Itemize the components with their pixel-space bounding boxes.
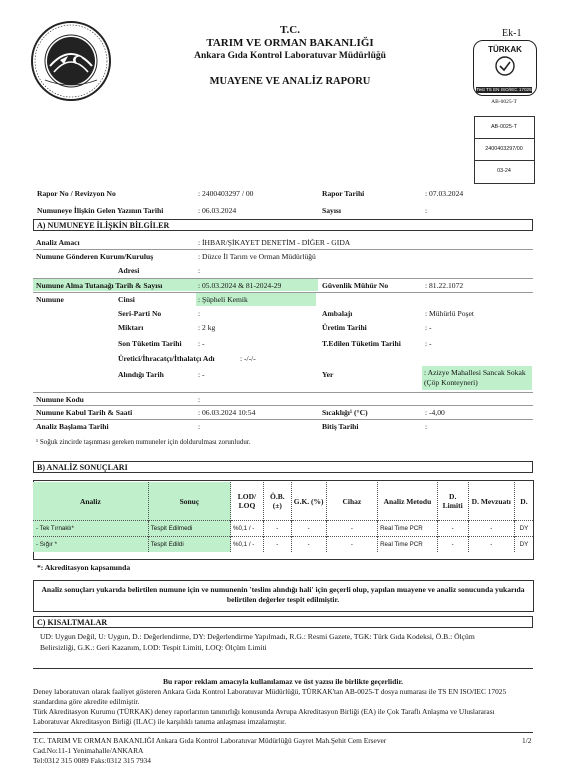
uretim: : - bbox=[425, 323, 432, 332]
cell-lod: %0,1 / - bbox=[231, 537, 264, 553]
muhur: : 81.22.1072 bbox=[425, 281, 464, 290]
uretici-label: Üretici/İhracatçı/İthalatçı Adı bbox=[118, 354, 215, 363]
header-ministry: TARIM VE ORMAN BAKANLIĞI bbox=[206, 37, 374, 49]
numune-label: Numune bbox=[36, 295, 64, 304]
footer-address-1: T.C. TARIM VE ORMAN BAKANLIĞI Ankara Gıda Kontrol Laboratuvar Müdürlüğü Gayret Mah.Şehit Cem Ersever bbox=[33, 736, 387, 745]
tutanak: : 05.03.2024 & 81-2024-29 bbox=[198, 281, 282, 290]
alindigi-label: Alındığı Tarih bbox=[118, 370, 164, 379]
cell-mevzuat: - bbox=[468, 537, 514, 553]
accred-number: AB-0025-T bbox=[491, 99, 517, 105]
rapor-no-label: Rapor No / Revizyon No bbox=[37, 189, 116, 198]
adresi: : bbox=[198, 266, 201, 275]
cell-ob: - bbox=[263, 537, 291, 553]
table-row bbox=[33, 521, 533, 537]
gonderen-label: Numune Gönderen Kurum/Kuruluş bbox=[36, 252, 154, 261]
cell-limit: - bbox=[437, 537, 468, 553]
col-cihaz: Cihaz bbox=[326, 482, 377, 521]
col-metod: Analiz Metodu bbox=[378, 482, 438, 521]
cell-d: DY bbox=[514, 537, 533, 553]
adresi-label: Adresi bbox=[118, 266, 140, 275]
baslama: : bbox=[198, 422, 201, 431]
cell-gk: - bbox=[291, 521, 326, 537]
cell-lod: %0,1 / - bbox=[231, 521, 264, 537]
footer-address-2: Cad.No:11-1 Yenimahalle/ANKARA bbox=[33, 746, 144, 755]
footer-turkak: Türk Akreditasyon Kurumu (TÜRKAK) deney raporlarının tanınırlığı konusunda Avrupa Akreditasyon Birliği (EA) ile Çok Taraflı Anlaşma ve Uluslararası Laboratuvar Akreditasyon Birliği (ILAC) ile karşılıklı tanıma anlaşması imzalamıştır. bbox=[33, 707, 495, 726]
col-analiz: Analiz bbox=[33, 482, 148, 521]
kodu-label: Numune Kodu bbox=[36, 395, 84, 404]
uretim-label: Üretim Tarihi bbox=[322, 323, 367, 332]
cinsi: : Şüpheli Kemik bbox=[198, 295, 248, 304]
footer-notice: Bu rapor reklam amacıyla kullanılamaz ve üst yazısı ile birlikte geçerlidir. bbox=[162, 677, 404, 686]
ted: : - bbox=[425, 339, 432, 348]
cell-mevzuat: - bbox=[468, 521, 514, 537]
ministry-seal bbox=[30, 20, 112, 102]
ambalaji-label: Ambalajı bbox=[322, 309, 353, 318]
col-d: D. bbox=[514, 482, 533, 521]
conclusion-text: Analiz sonuçları yukarıda belirtilen numune için ve numunenin 'teslim alındığı hali' için geçerli olup, yapılan muayene ve analiz sonucunda yukarıda belirtilen değerler tespit edilmiştir. bbox=[41, 585, 525, 604]
col-ob: Ö.B. (±) bbox=[263, 482, 291, 521]
sayisi-label: Sayısı bbox=[322, 206, 341, 215]
cell-analiz: - Sığır * bbox=[33, 537, 148, 553]
cinsi-label: Cinsi bbox=[118, 295, 135, 304]
baslama-label: Analiz Başlama Tarihi bbox=[36, 422, 109, 431]
col-limit: D. Limiti bbox=[437, 482, 468, 521]
cell-metod: Real Time PCR bbox=[378, 537, 438, 553]
cell-analiz: - Tek Tırnaklı* bbox=[33, 521, 148, 537]
abbreviations-text: UD: Uygun Değil, U: Uygun, D.: Değerlendirme, DY: Değerlendirme Yapılmadı, R.G.: Resmi Gazete, TGK: Türk Gıda Kodeksi, Ö.B.: Ölçüm Belirsizliği, G.K.: Geri Kazanım, LOD: Tespit Limiti, LOQ: Ölçüm Limiti bbox=[40, 632, 475, 652]
section-a-title: A) NUMUNEYE İLİŞKİN BİLGİLER bbox=[33, 219, 533, 231]
ambalaji: : Mühürlü Poşet bbox=[425, 309, 474, 318]
miktari: : 2 kg bbox=[198, 323, 216, 332]
cell-cihaz: - bbox=[326, 521, 377, 537]
report-title: MUAYENE VE ANALİZ RAPORU bbox=[209, 76, 371, 87]
turkak-logo: TÜRKAK bbox=[473, 40, 537, 96]
cell-metod: Real Time PCR bbox=[378, 521, 438, 537]
stamp-line-1: AB-0025-T bbox=[490, 124, 518, 130]
col-lod: LOD/ LOQ bbox=[231, 482, 264, 521]
stamp-line-3: 03-24 bbox=[497, 168, 511, 174]
cell-sonuc: Tespit Edilmedi bbox=[148, 521, 230, 537]
tutanak-label: Numune Alma Tutanağı Tarih & Sayısı bbox=[36, 281, 163, 290]
kabul-label: Numune Kabul Tarih & Saati bbox=[36, 408, 133, 417]
footer-page-number: 1/2 bbox=[522, 736, 532, 745]
yer-label: Yer bbox=[322, 370, 334, 379]
uretici: : -/-/- bbox=[240, 354, 256, 363]
yazi-tarihi-label: Numuneye İlişkin Gelen Yazının Tarihi bbox=[37, 206, 164, 215]
header-lab: Ankara Gıda Kontrol Laboratuvar Müdürlüğü bbox=[194, 51, 386, 61]
rapor-tarihi: : 07.03.2024 bbox=[425, 189, 464, 198]
bitis: : bbox=[425, 422, 428, 431]
footer-address-3: Tel:0312 315 0089 Faks:0312 315 7934 bbox=[33, 756, 151, 765]
yazi-tarihi: : 06.03.2024 bbox=[198, 206, 237, 215]
analiz-amaci: : İHBAR/ŞİKAYET DENETİM - DİĞER - GIDA bbox=[198, 238, 351, 247]
section-c-title: C) KISALTMALAR bbox=[33, 616, 533, 628]
alindigi: : - bbox=[198, 370, 205, 379]
ted-label: T.Edilen Tüketim Tarihi bbox=[322, 339, 401, 348]
col-sonuc: Sonuç bbox=[148, 482, 230, 521]
table-row bbox=[33, 537, 533, 553]
cell-gk: - bbox=[291, 537, 326, 553]
col-mevzuat: D. Mevzuatı bbox=[468, 482, 514, 521]
section-b-title: B) ANALİZ SONUÇLARI bbox=[33, 461, 533, 473]
kodu: : bbox=[198, 395, 201, 404]
stamp-line-2: 2400403297/00 bbox=[485, 146, 523, 152]
cell-cihaz: - bbox=[326, 537, 377, 553]
accred-note: *: Akreditasyon kapsamında bbox=[37, 563, 131, 572]
cell-limit: - bbox=[437, 521, 468, 537]
cell-ob: - bbox=[263, 521, 291, 537]
footer-accreditation: Deney laboratuvarı olarak faaliyet gösteren Ankara Gıda Kontrol Laboratuvar Müdürlüğü, TÜRKAK'tan AB-0025-T dosya numarası ile TS EN ISO/IEC 17025 standardına göre akredite edilmiştir. bbox=[33, 687, 507, 706]
sicaklik: : -4,00 bbox=[425, 408, 445, 417]
rapor-no: : 2400403297 / 00 bbox=[198, 189, 254, 198]
accred-standard: Test TS EN ISO/IEC 17025 bbox=[476, 87, 532, 92]
ek-label: Ek-1 bbox=[502, 28, 522, 39]
skt-label: Son Tüketim Tarihi bbox=[118, 339, 182, 348]
yer: : Azizye Mahallesi Sancak Sokak (Çöp Konteyneri) bbox=[424, 368, 526, 387]
miktari-label: Miktarı bbox=[118, 323, 144, 332]
seri: : bbox=[198, 309, 201, 318]
sayisi: : bbox=[425, 206, 428, 215]
cold-chain-footnote: ¹ Soğuk zincirde taşınması gereken numuneler için doldurulması zorunludur. bbox=[36, 438, 251, 446]
sicaklik-label: Sıcaklığı¹ (°C) bbox=[322, 408, 368, 417]
cell-sonuc: Tespit Edildi bbox=[148, 537, 230, 553]
kabul: : 06.03.2024 10:54 bbox=[198, 408, 256, 417]
bitis-label: Bitiş Tarihi bbox=[322, 422, 359, 431]
header-tc: T.C. bbox=[280, 24, 300, 36]
col-gk: G.K. (%) bbox=[291, 482, 326, 521]
cell-d: DY bbox=[514, 521, 533, 537]
gonderen: : Düzce İl Tarım ve Orman Müdürlüğü bbox=[198, 252, 316, 261]
results-table bbox=[33, 482, 533, 552]
rapor-tarihi-label: Rapor Tarihi bbox=[322, 189, 365, 198]
muhur-label: Güvenlik Mühür No bbox=[322, 281, 389, 290]
seri-label: Seri-Parti No bbox=[118, 309, 162, 318]
skt: : - bbox=[198, 339, 205, 348]
analiz-amaci-label: Analiz Amacı bbox=[36, 238, 80, 247]
